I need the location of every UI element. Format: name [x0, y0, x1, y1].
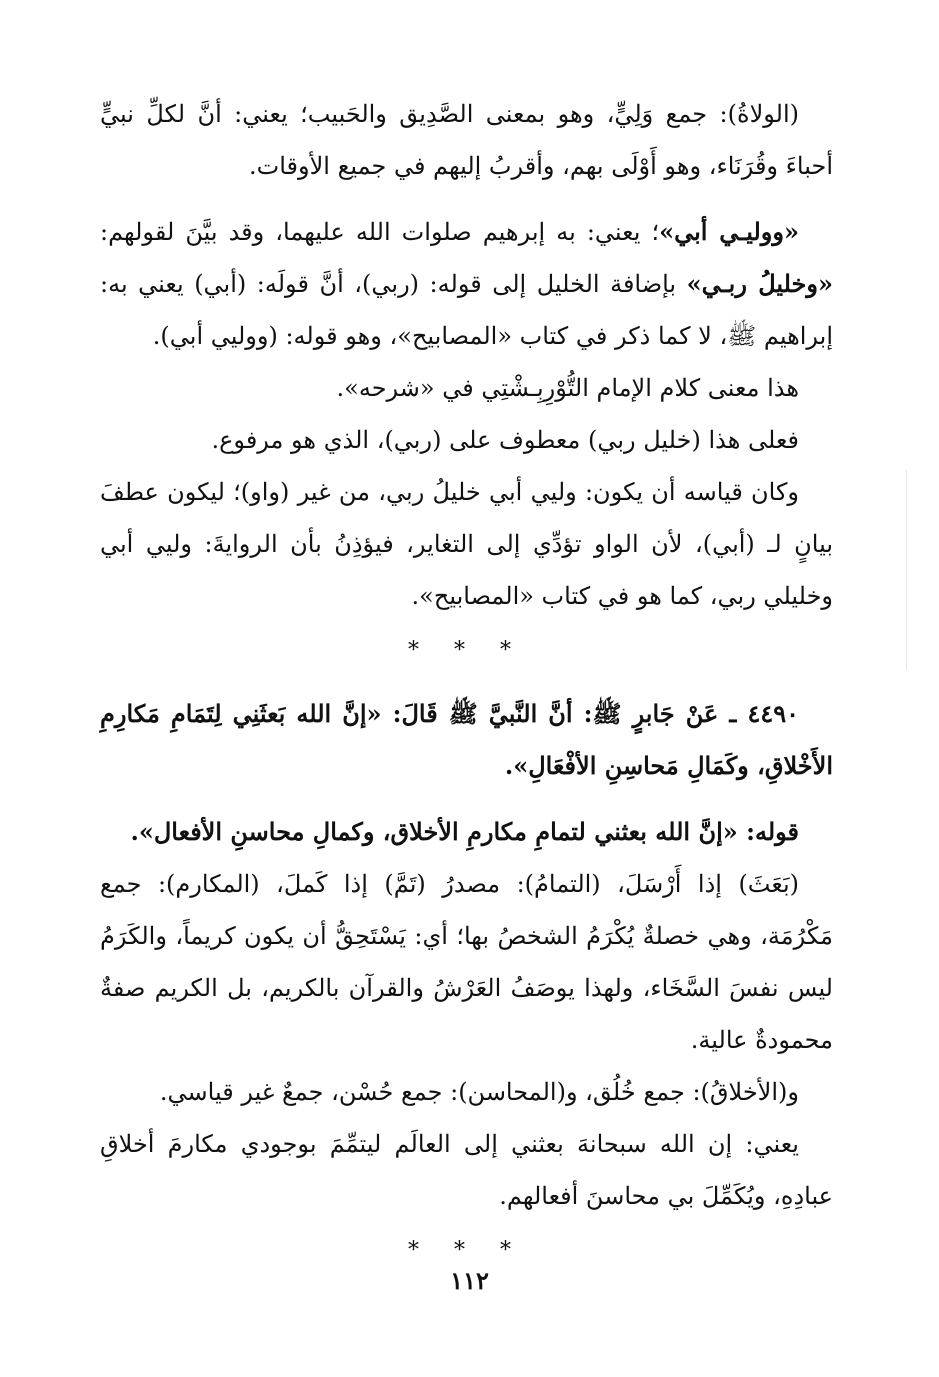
- document-page: [100, 88, 833, 1328]
- section-separator: * * *: [408, 638, 525, 663]
- paragraph-qawluh: قوله: «إنَّ الله بعثني لتمامِ مكارمِ الأخلاق، وكمالِ محاسنِ الأفعال».: [130, 817, 799, 846]
- page-edge-mark: [906, 470, 907, 670]
- quoted-lead: «ووليـي أبي»: [659, 217, 799, 246]
- paragraph: فعلى هذا (خليل ربي) معطوف على (ربي)، الذي هو مرفوع.: [211, 426, 799, 454]
- paragraph: (بَعَثَ) إذا أَرْسَلَ، (التمامُ): مصدرُ (تَمَّ) إذا كَملَ، (المكارم): جمع مَكْرُمَة، وهي خصلةٌ يُكْرَمُ الشخصُ بها؛ أي: يَسْتَحِقُّ أن يكون كريماً، والكَرَمُ ليس نفسَ السَّخَاء، ولهذا يوصَفُ العَرْشُ والقرآن بالكريم، بل الكريم صفةٌ محمودةٌ عالية.: [100, 870, 833, 1054]
- paragraph: وكان قياسه أن يكون: وليي أبي خليلُ ربي، من غير (واو)؛ ليكون عطفَ بيانٍ لـ (أبي)، لأن الواو تؤدِّي إلى التغاير، فيؤذِنُ بأن الروايةَ: وليي أبي وخليلي ربي، كما هو في كتاب «المصابيح».: [100, 478, 833, 610]
- paragraph: و(الأخلاقُ): جمع خُلُق، و(المحاسن): جمع حُسْن، جمعٌ غير قياسي.: [159, 1078, 799, 1106]
- quoted-lead: «وخليلُ ربـي»: [686, 269, 833, 298]
- paragraph-text: ؛ يعني: به إبرهيم صلوات الله عليهما، وقد بيَّنَ لقولهم:: [100, 218, 660, 246]
- paragraph-walii: [100, 206, 833, 362]
- paragraph: هذا معنى كلام الإمام التُّوْرِبِـشْتِي في «شرحه».: [336, 374, 799, 402]
- paragraph: (الولاةُ): جمع وَلِيٍّ، وهو بمعنى الصَّدِيق والحَبيب؛ يعني: أنَّ لكلِّ نبيٍّ أحباءَ وقُرَنَاء، وهو أَوْلَى بهم، وأقربُ إليهم في جميع الأوقات.: [100, 100, 833, 180]
- page-number: ١١٢: [450, 1266, 489, 1295]
- paragraph-text: بإضافة الخليل إلى قوله: (ربي)، أنَّ قولَه: (أبي) يعني به: إبراهيم ﷺ، لا كما ذكر في كتاب «المصابيح»، وهو قوله: (ووليي أبي).: [100, 270, 833, 350]
- section-separator: * * *: [408, 1238, 525, 1263]
- paragraph: يعني: إن الله سبحانهَ بعثني إلى العالَم ليتمِّمَ بوجودي مكارمَ أخلاقِ عبادِهِ، ويُكَمِّلَ بي محاسنَ أفعالهم.: [100, 1130, 833, 1210]
- hadith-text: ٤٤٩٠ ـ عَنْ جَابرٍ ﷺ: أنَّ النَّبيَّ ﷺ قَالَ: «إنَّ الله بَعثَنِي لِتَمَامِ مَكارِمِ الأَخْلاقِ، وكَمَالِ مَحاسِنِ الأفْعَالِ».: [100, 699, 833, 780]
